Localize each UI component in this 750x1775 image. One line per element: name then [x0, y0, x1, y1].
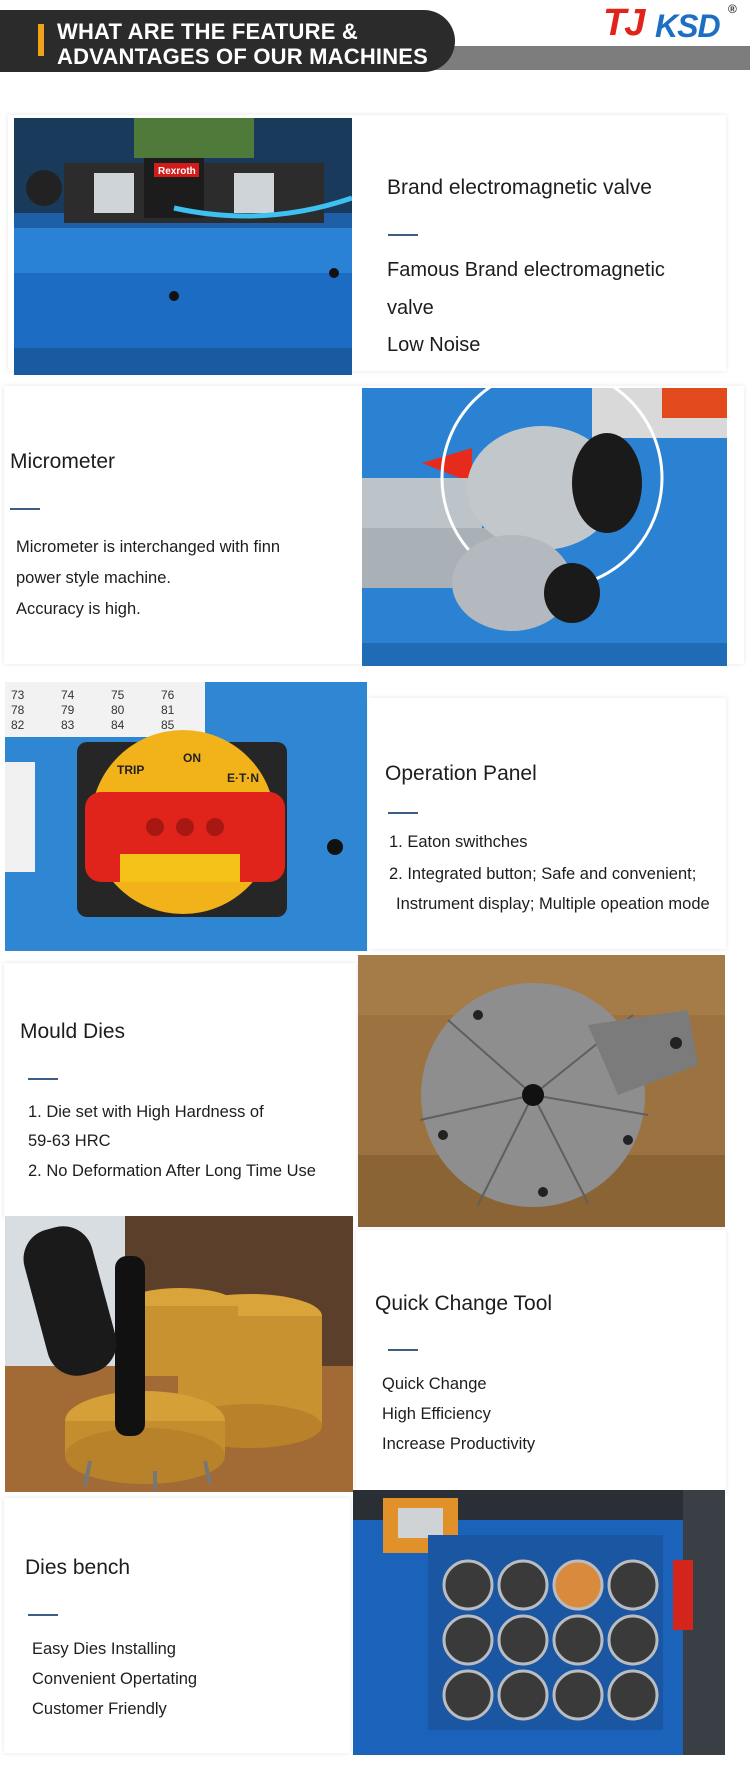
header-accent-mark	[38, 24, 44, 56]
header-title-line1: WHAT ARE THE FEATURE &	[57, 19, 358, 44]
brand-logo-part2: KSD	[655, 8, 720, 44]
operation-panel-photo	[5, 682, 367, 951]
header-title	[57, 19, 428, 69]
feature-line: 2. No Deformation After Long Time Use	[28, 1162, 316, 1180]
feature-line: Accuracy is high.	[16, 600, 141, 618]
feature-heading: Micrometer	[10, 450, 116, 473]
feature-heading: Operation Panel	[385, 762, 537, 785]
header-title-line2: ADVANTAGES OF OUR MACHINES	[57, 44, 429, 69]
table-cell: 73	[11, 688, 25, 702]
table-cell: 83	[61, 718, 75, 732]
table-cell: 84	[111, 718, 125, 732]
feature-section-micrometer	[0, 386, 750, 666]
feature-line: Micrometer is interchanged with finn	[16, 538, 281, 556]
feature-line: 59-63 HRC	[28, 1132, 111, 1150]
mould-dies-photo	[358, 955, 725, 1227]
registered-mark: ®	[728, 2, 737, 16]
switch-label-brand: E·T·N	[227, 771, 259, 785]
table-cell: 79	[61, 703, 75, 717]
feature-section-dies-bench	[0, 1490, 750, 1775]
feature-heading: Mould Dies	[20, 1020, 126, 1043]
quick-change-tool-photo	[5, 1216, 353, 1492]
feature-line: 1. Eaton swithches	[389, 833, 528, 851]
dies-bench-photo	[353, 1490, 725, 1755]
feature-line: valve	[387, 297, 434, 319]
feature-line: Increase Productivity	[382, 1435, 536, 1453]
feature-line: Convenient Opertating	[32, 1670, 198, 1688]
table-cell: 81	[161, 703, 175, 717]
feature-section-quick-change-tool	[0, 1216, 750, 1493]
heading-underline	[388, 234, 418, 236]
table-cell: 82	[11, 718, 25, 732]
feature-line: 2. Integrated button; Safe and convenient;	[389, 865, 697, 883]
feature-heading: Dies bench	[25, 1556, 131, 1579]
feature-line: power style machine.	[16, 569, 171, 587]
table-cell: 76	[161, 688, 175, 702]
rexroth-label: Rexroth	[158, 166, 196, 177]
heading-underline	[388, 812, 418, 814]
feature-line: Customer Friendly	[32, 1700, 167, 1718]
table-cell: 75	[111, 688, 125, 702]
table-cell: 80	[111, 703, 125, 717]
heading-underline	[10, 508, 40, 510]
feature-section-valve	[0, 115, 750, 377]
table-cell: 78	[11, 703, 25, 717]
feature-line: Quick Change	[382, 1375, 487, 1393]
feature-line: Low Noise	[387, 334, 481, 356]
feature-line: Instrument display; Multiple opeation mode	[396, 895, 710, 913]
feature-heading: Quick Change Tool	[375, 1292, 553, 1315]
feature-line: Easy Dies Installing	[32, 1640, 176, 1658]
brand-logo	[603, 2, 743, 50]
heading-underline	[28, 1614, 58, 1616]
feature-line: 1. Die set with High Hardness of	[28, 1103, 264, 1121]
switch-label-trip: TRIP	[117, 763, 145, 777]
feature-section-mould-dies	[0, 955, 750, 1227]
page-header	[0, 0, 750, 85]
feature-line: High Efficiency	[382, 1405, 491, 1423]
heading-underline	[388, 1349, 418, 1351]
switch-label-on: ON	[183, 751, 201, 765]
heading-underline	[28, 1078, 58, 1080]
brand-logo-part1: TJ	[603, 2, 644, 44]
micrometer-photo	[362, 388, 727, 666]
feature-heading: Brand electromagnetic valve	[387, 176, 652, 199]
feature-section-operation-panel	[0, 680, 750, 952]
valve-photo	[14, 118, 352, 375]
table-cell: 74	[61, 688, 75, 702]
table-cell: 85	[161, 718, 175, 732]
feature-line: Famous Brand electromagnetic	[387, 259, 665, 281]
